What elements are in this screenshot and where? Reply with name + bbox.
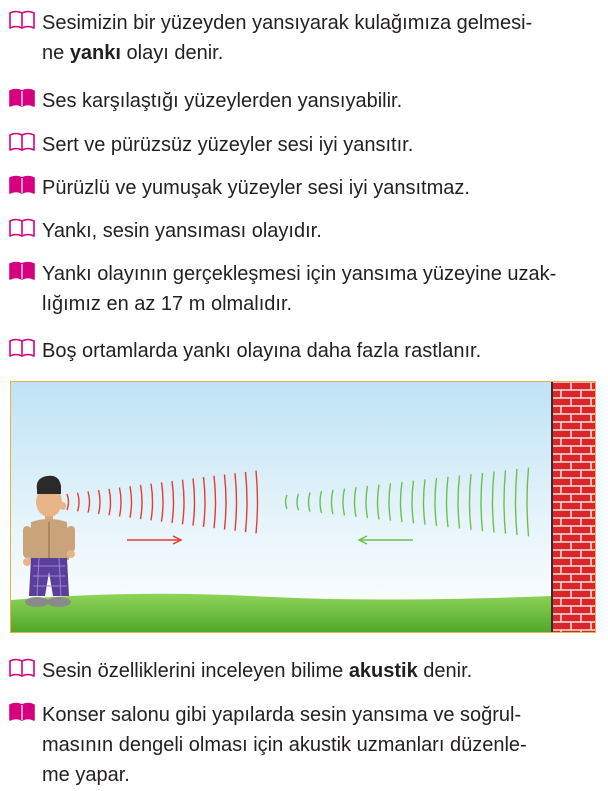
echo-scene — [11, 382, 595, 632]
item-text — [42, 656, 472, 686]
item-text — [42, 259, 556, 319]
sky — [11, 382, 595, 632]
item-text-line: olayı denir. — [120, 42, 224, 64]
book-filled-icon — [8, 702, 36, 722]
item-text-line: masının dengeli olması için akustik uzmanları düzenle- — [42, 734, 527, 756]
item-text-line: Yankı olayının gerçekleşmesi için yansıma yüzeyine uzak- — [42, 263, 557, 285]
keyword-yanki: yankı — [69, 42, 121, 64]
grass — [11, 594, 595, 632]
book-outline-icon — [8, 338, 36, 358]
list-item — [8, 336, 598, 366]
book-filled-icon — [8, 175, 36, 195]
item-text-line: Sesimizin bir yüzeyden yansıyarak kulağımıza gelmesi- — [42, 12, 533, 34]
item-text: Boş ortamlarda yankı olayına daha fazla rastlanır. — [42, 340, 482, 362]
item-text-line: lığımız en az 17 m olmalıdır. — [42, 293, 293, 315]
book-outline-icon — [8, 218, 36, 238]
item-text — [42, 8, 532, 68]
keyword-akustik: akustik — [348, 660, 418, 682]
item-text-line: Konser salonu gibi yapılarda sesin yansıma ve soğrul- — [42, 704, 522, 726]
item-text: Ses karşılaştığı yüzeylerden yansıyabilir. — [42, 90, 403, 112]
book-outline-icon — [8, 10, 36, 30]
book-outline-icon — [8, 132, 36, 152]
book-filled-icon — [8, 88, 36, 108]
list-item — [8, 216, 598, 246]
item-text — [42, 700, 527, 790]
list-item — [8, 173, 598, 203]
book-filled-icon — [8, 261, 36, 281]
echo-illustration — [10, 381, 596, 633]
item-text: Sert ve pürüzsüz yüzeyler sesi iyi yansıtır. — [42, 134, 414, 156]
item-text-line: Sesin özelliklerini inceleyen bilime — [42, 660, 349, 682]
list-item — [8, 656, 598, 686]
list-item — [8, 259, 598, 319]
wall-edge — [551, 382, 553, 632]
brick-wall — [551, 382, 595, 632]
list-item — [8, 8, 598, 68]
item-text: Pürüzlü ve yumuşak yüzeyler sesi iyi yansıtmaz. — [42, 177, 470, 199]
book-outline-icon — [8, 658, 36, 678]
list-item — [8, 86, 598, 116]
list-item — [8, 700, 598, 790]
item-text: Yankı, sesin yansıması olayıdır. — [42, 220, 322, 242]
item-text-line: ne — [42, 42, 70, 64]
item-text-line: me yapar. — [42, 764, 130, 786]
item-text-line: denir. — [417, 660, 473, 682]
list-item — [8, 130, 598, 160]
